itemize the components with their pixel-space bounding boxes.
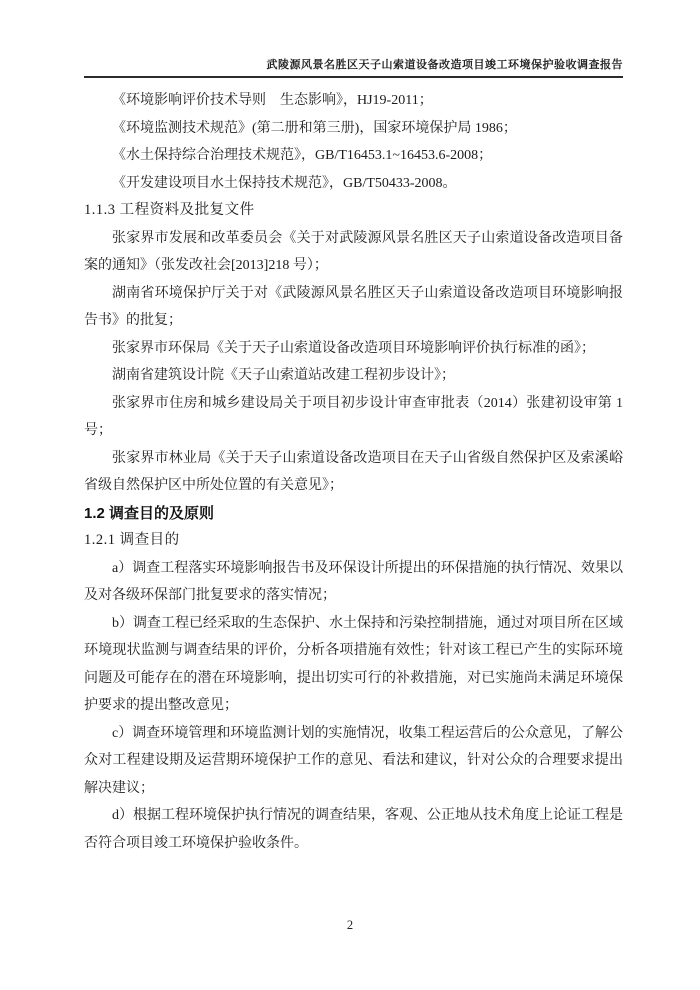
- reference-item: 《水土保持综合治理技术规范》，GB/T16453.1~16453.6-2008；: [112, 148, 493, 163]
- section-heading-1-1-3: 1.1.3 工程资料及批复文件: [84, 202, 255, 218]
- paragraph: 张家界市住房和城乡建设局关于项目初步设计审查审批表（2014）张建初设审第 1 号；: [84, 395, 623, 438]
- page-footer: [0, 918, 700, 933]
- section-heading-1-2: 1.2 调查目的及原则: [84, 504, 215, 522]
- paragraph: c）调查环境管理和环境监测计划的实施情况，收集工程运营后的公众意见，了解公众对工程建设期及运营期环境保护工作的意见、看法和建议，针对公众的合理要求提出解决建议；: [84, 725, 623, 796]
- running-header: [84, 56, 623, 78]
- paragraph: 湖南省建筑设计院《天子山索道站改建工程初步设计》；: [112, 368, 455, 383]
- page-number: 2: [346, 918, 354, 932]
- paragraph: 张家界市林业局《关于天子山索道设备改造项目在天子山省级自然保护区及索溪峪省级自然保护区中所处位置的有关意见》；: [84, 450, 623, 493]
- running-header-title: 武陵源风景名胜区天子山索道设备改造项目竣工环境保护验收调查报告: [266, 59, 623, 71]
- paragraph: 张家界市发展和改革委员会《关于对武陵源风景名胜区天子山索道设备改造项目备案的通知》（张发改社会[2013]218 号）；: [84, 230, 623, 273]
- paragraph: b）调查工程已经采取的生态保护、水土保持和污染控制措施，通过对项目所在区域环境现状监测与调查结果的评价，分析各项措施有效性；针对该工程已产生的实际环境问题及可能存在的潜在环境影响，提出切实可行的补救措施，对已实施尚未满足环境保护要求的提出整改意见；: [84, 615, 623, 713]
- reference-item: 《环境影响评价技术导则 生态影响》，HJ19-2011；: [112, 93, 433, 108]
- document-body: [84, 87, 623, 857]
- paragraph: d）根据工程环境保护执行情况的调查结果，客观、公正地从技术角度上论证工程是否符合项目竣工环境保护验收条件。: [84, 808, 623, 851]
- paragraph: 张家界市环保局《关于天子山索道设备改造项目环境影响评价执行标准的函》；: [112, 340, 595, 356]
- paragraph: 湖南省环境保护厅关于对《武陵源风景名胜区天子山索道设备改造项目环境影响报告书》的批复；: [84, 285, 623, 328]
- reference-item: 《环境监测技术规范》(第二册和第三册)，国家环境保护局 1986；: [112, 120, 517, 136]
- paragraph: a）调查工程落实环境影响报告书及环保设计所提出的环保措施的执行情况、效果以及对各级环保部门批复要求的落实情况；: [84, 560, 623, 603]
- reference-item: 《开发建设项目水土保持技术规范》，GB/T50433-2008。: [112, 175, 457, 191]
- section-heading-1-2-1: 1.2.1 调查目的: [84, 532, 180, 548]
